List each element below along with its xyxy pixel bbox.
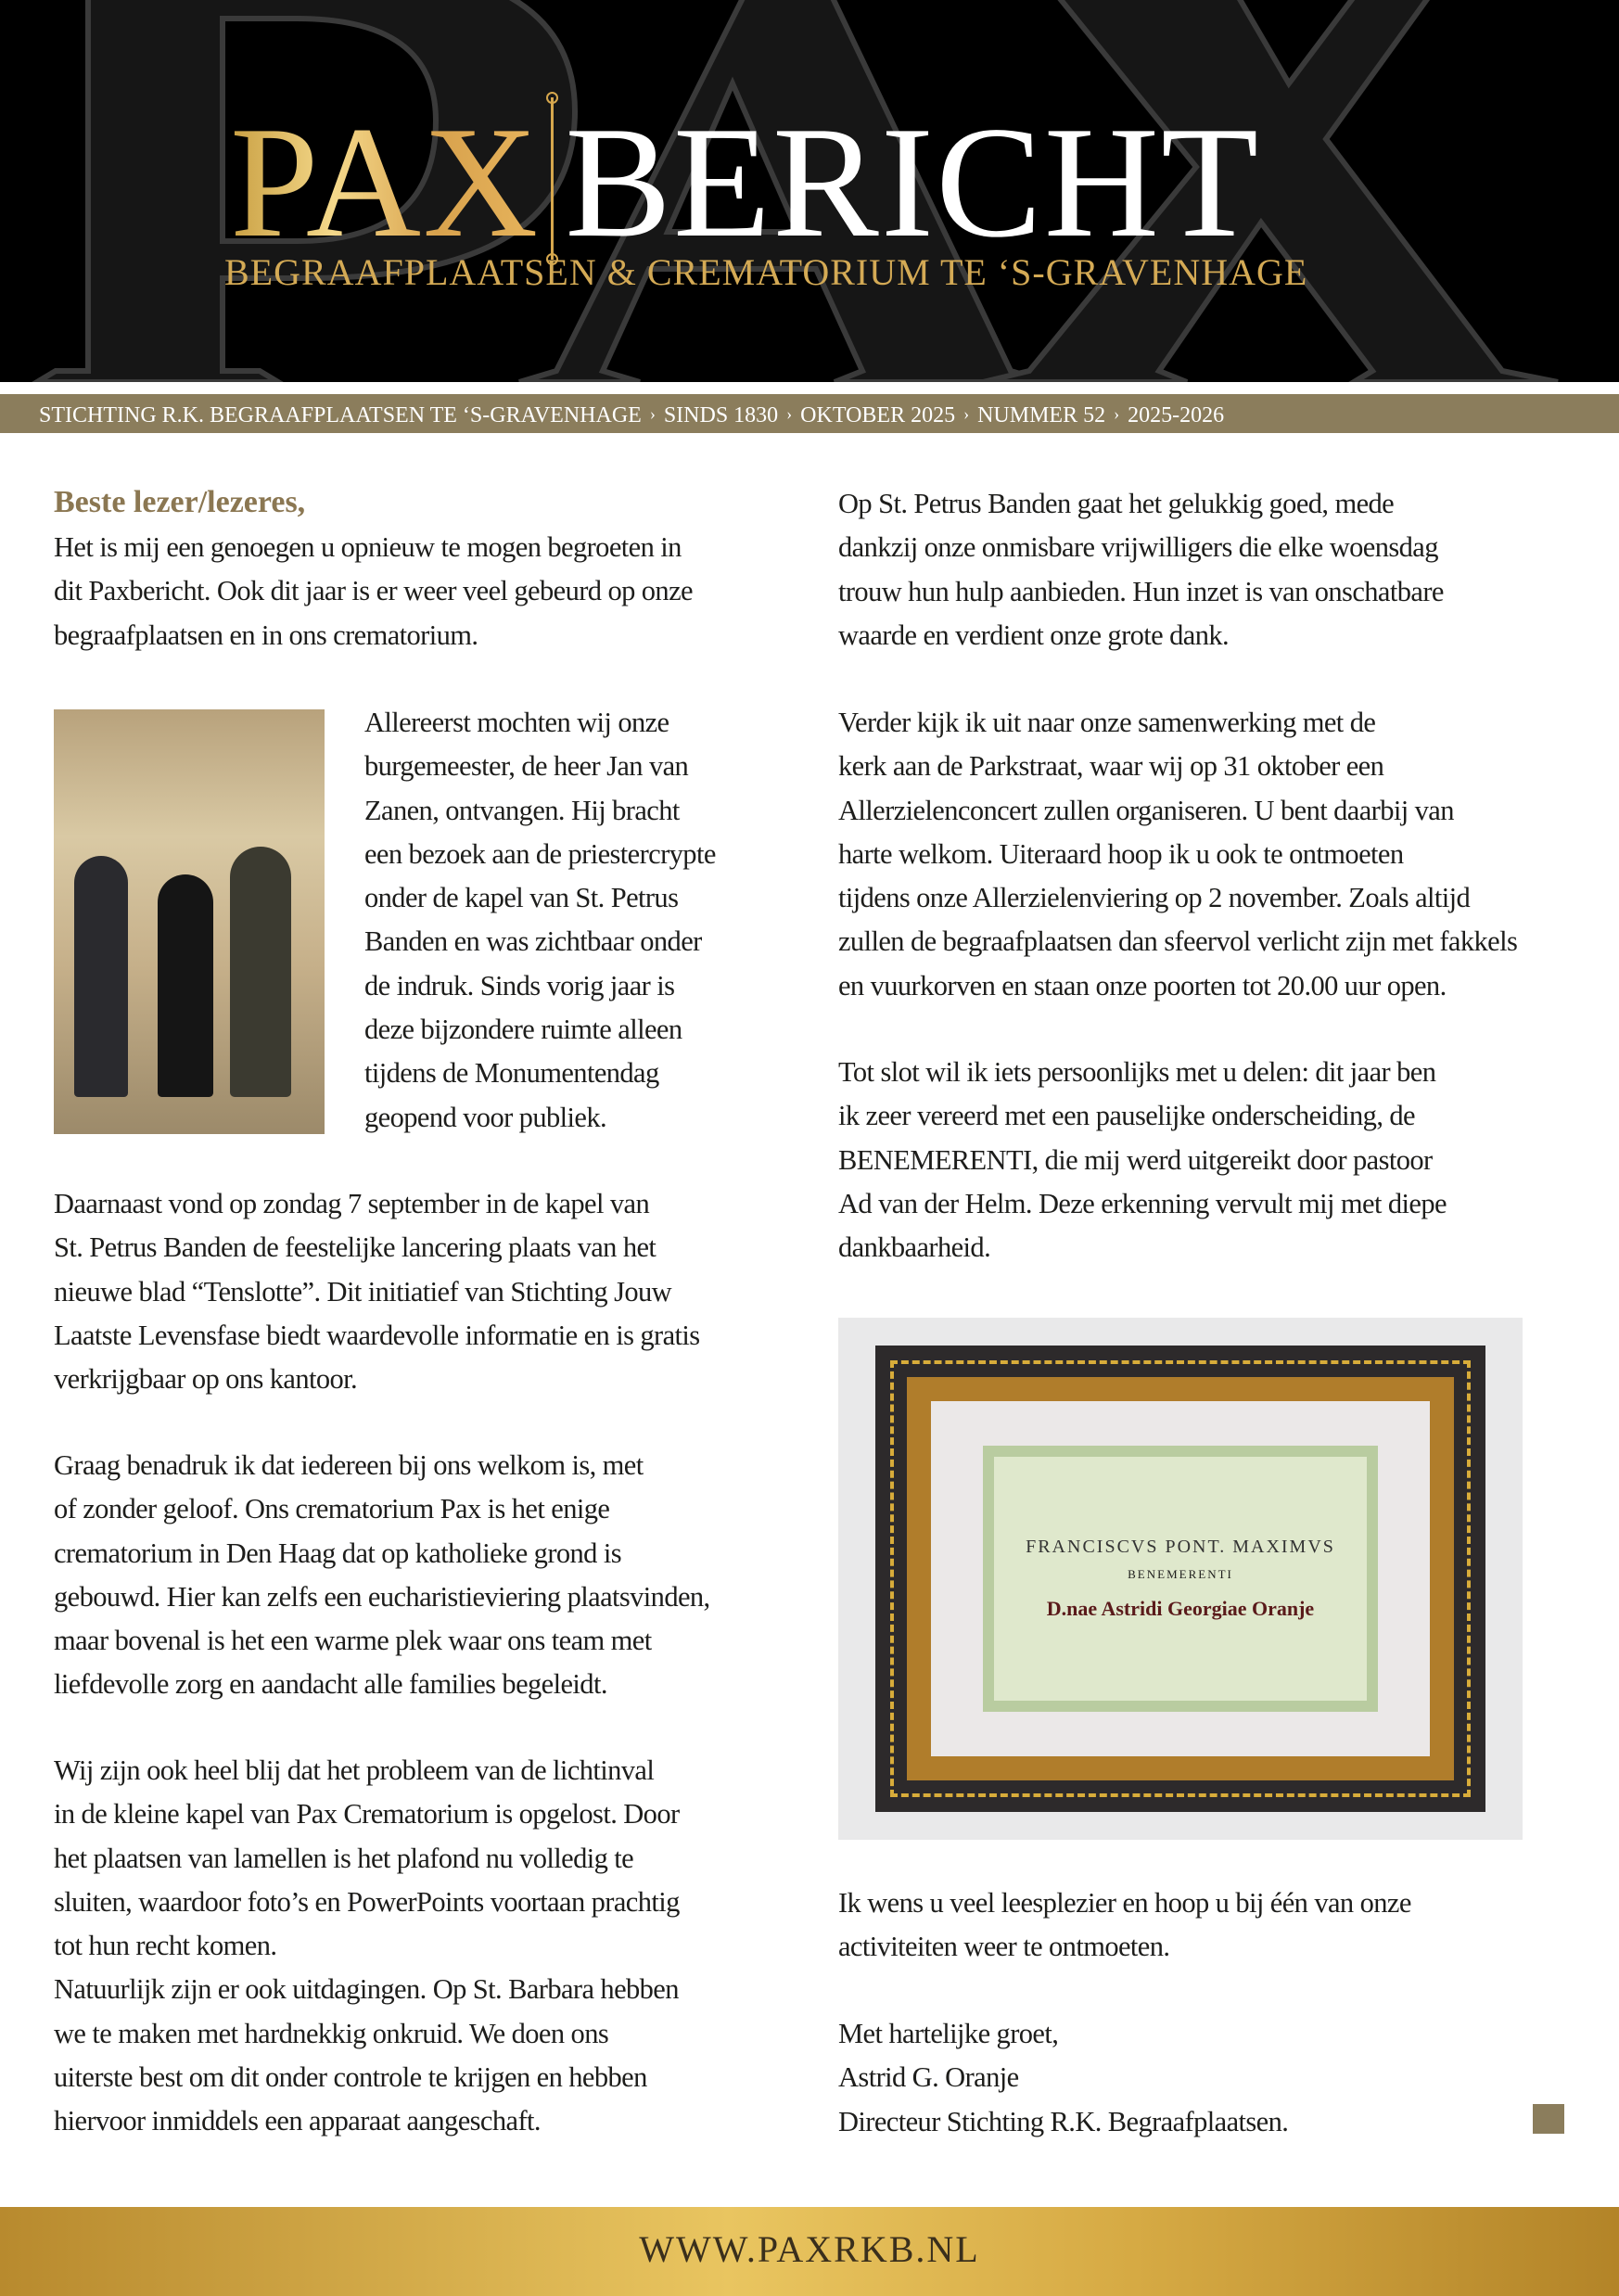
text-line: deze bijzondere ruimte alleen	[364, 1014, 682, 1046]
text-line: St. Petrus Banden de feestelijke lancering plaats van het	[54, 1231, 657, 1264]
text-line: harte welkom. Uiteraard hoop ik u ook te ontmoeten	[838, 837, 1404, 870]
text-line: nieuwe blad “Tenslotte”. Dit initiatief van Stichting Jouw	[54, 1275, 672, 1307]
left-paragraph	[364, 701, 716, 1140]
greeting: Beste lezer/lezeres,	[54, 485, 306, 519]
left-paragraph	[54, 1749, 680, 2144]
text-line: geopend voor publiek.	[364, 1101, 606, 1133]
certificate-paper	[983, 1446, 1378, 1712]
text-line: we te maken met hardnekkig onkruid. We doen ons	[54, 2017, 609, 2049]
text-line: Zanen, ontvangen. Hij bracht	[364, 794, 680, 826]
right-paragraph	[838, 482, 1444, 657]
text-line: in de kleine kapel van Pax Crematorium is opgelost. Door	[54, 1798, 680, 1830]
certificate-name: D.nae Astridi Georgiae Oranje	[1046, 1597, 1315, 1620]
text-line: Wij zijn ook heel blij dat het probleem van de lichtinval	[54, 1754, 655, 1786]
text-line: ik zeer vereerd met een pauselijke onderscheiding, de	[838, 1100, 1415, 1132]
issue-info-band	[0, 394, 1619, 433]
text-line: Tot slot wil ik iets persoonlijks met u delen: dit jaar ben	[838, 1056, 1436, 1088]
text-line: Ik wens u veel leesplezier en hoop u bij één van onze	[838, 1887, 1411, 1919]
title-separator	[551, 97, 554, 260]
band-separator: ›	[649, 404, 656, 423]
text-line: kerk aan de Parkstraat, waar wij op 31 oktober een	[838, 750, 1384, 783]
text-line: onder de kapel van St. Petrus	[364, 882, 679, 914]
text-line: het plaatsen van lamellen is het plafond nu volledig te	[54, 1842, 634, 1874]
photo-person	[158, 874, 213, 1097]
text-line: crematorium in Den Haag dat op katholieke grond is	[54, 1537, 622, 1569]
text-line: waarde en verdient onze grote dank.	[838, 619, 1230, 651]
left-paragraph	[54, 1444, 710, 1707]
text-line: hiervoor inmiddels een apparaat aangeschaft.	[54, 2105, 541, 2137]
text-line: begraafplaatsen en in ons crematorium.	[54, 619, 478, 651]
band-item: OKTOBER 2025	[800, 403, 956, 427]
title-bericht: BERICHT	[565, 95, 1261, 271]
text-line: gebouwd. Hier kan zelfs een eucharistieviering plaatsvinden,	[54, 1580, 710, 1613]
text-line: verkrijgbaar op ons kantoor.	[54, 1363, 358, 1396]
photo-person	[74, 856, 128, 1097]
text-line: activiteiten weer te ontmoeten.	[838, 1931, 1170, 1963]
masthead-title	[230, 95, 1261, 271]
text-line: burgemeester, de heer Jan van	[364, 750, 689, 783]
text-line: dankbaarheid.	[838, 1231, 991, 1264]
text-line: Allereerst mochten wij onze	[364, 707, 669, 738]
band-separator: ›	[1114, 404, 1120, 423]
text-line: Op St. Petrus Banden gaat het gelukkig goed, mede	[838, 488, 1395, 519]
text-line: tijdens onze Allerzielenviering op 2 november. Zoals altijd	[838, 882, 1471, 914]
text-line: dankzij onze onmisbare vrijwilligers die elke woensdag	[838, 531, 1438, 564]
text-line: Astrid G. Oranje	[838, 2061, 1019, 2094]
certificate-title: FRANCISCVS PONT. MAXIMVS	[1026, 1537, 1335, 1557]
certificate-award: BENEMERENTI	[1128, 1567, 1233, 1581]
text-line: uiterste best om dit onder controle te krijgen en hebben	[54, 2061, 647, 2094]
text-line: zullen de begraafplaatsen dan sfeervol verlicht zijn met fakkels	[838, 925, 1518, 958]
text-line: trouw hun hulp aanbieden. Hun inzet is van onschatbare	[838, 575, 1444, 607]
band-separator: ›	[963, 404, 970, 423]
text-line: Daarnaast vond op zondag 7 september in de kapel van	[54, 1188, 650, 1219]
left-paragraph	[54, 1182, 700, 1401]
text-line: Ad van der Helm. Deze erkenning vervult mij met diepe	[838, 1187, 1447, 1219]
right-paragraph	[838, 1051, 1447, 1269]
text-line: Banden en was zichtbaar onder	[364, 925, 702, 958]
text-line: tot hun recht komen.	[54, 1930, 277, 1962]
band-separator: ›	[786, 404, 793, 423]
text-line: Directeur Stichting R.K. Begraafplaatsen.	[838, 2105, 1289, 2137]
text-line: Allerzielenconcert zullen organiseren. U bent daarbij van	[838, 794, 1454, 826]
text-line: of zonder geloof. Ons crematorium Pax is het enige	[54, 1493, 610, 1525]
text-line: Laatste Levensfase biedt waardevolle informatie en is gratis	[54, 1319, 700, 1351]
footer-website[interactable]: WWW.PAXRKB.NL	[0, 2207, 1619, 2296]
left-paragraph	[54, 526, 693, 657]
benemerenti-certificate-photo	[838, 1318, 1523, 1840]
text-line: Met hartelijke groet,	[838, 2018, 1059, 2049]
photo-person	[230, 847, 291, 1097]
band-item: NUMMER 52	[977, 403, 1106, 427]
text-line: liefdevolle zorg en aandacht alle families begeleidt.	[54, 1668, 607, 1701]
text-line: dit Paxbericht. Ook dit jaar is er weer veel gebeurd op onze	[54, 575, 693, 607]
mayor-visit-photo	[54, 709, 325, 1134]
right-paragraph	[838, 2012, 1288, 2144]
text-line: en vuurkorven en staan onze poorten tot 20.00 uur open.	[838, 969, 1447, 1001]
band-item: SINDS 1830	[663, 403, 779, 427]
text-line: tijdens de Monumentendag	[364, 1057, 659, 1090]
text-line: maar bovenal is het een warme plek waar ons team met	[54, 1625, 652, 1657]
text-line: de indruk. Sinds vorig jaar is	[364, 969, 675, 1001]
text-line: sluiten, waardoor foto’s en PowerPoints voortaan prachtig	[54, 1885, 680, 1918]
text-line: Graag benadruk ik dat iedereen bij ons welkom is, met	[54, 1449, 644, 1481]
certificate-frame	[875, 1346, 1485, 1812]
text-line: Het is mij een genoegen u opnieuw te mogen begroeten in	[54, 531, 682, 563]
band-item: 2025-2026	[1128, 403, 1225, 427]
right-paragraph	[838, 701, 1517, 1008]
band-item: STICHTING R.K. BEGRAAFPLAATSEN TE ‘S-GRAVENHAGE	[39, 403, 642, 427]
text-line: Natuurlijk zijn er ook uitdagingen. Op St. Barbara hebben	[54, 1973, 679, 2006]
text-line: een bezoek aan de priestercrypte	[364, 837, 716, 870]
title-pax: PAX	[230, 95, 541, 271]
text-line: Verder kijk ik uit naar onze samenwerking met de	[838, 707, 1376, 738]
masthead	[0, 0, 1619, 382]
end-mark	[1533, 2104, 1564, 2134]
masthead-subtitle: BEGRAAFPLAATSEN & CREMATORIUM TE ‘S-GRAVENHAGE	[224, 251, 1308, 293]
right-paragraph	[838, 1881, 1411, 1970]
text-line: BENEMERENTI, die mij werd uitgereikt door pastoor	[838, 1143, 1433, 1176]
